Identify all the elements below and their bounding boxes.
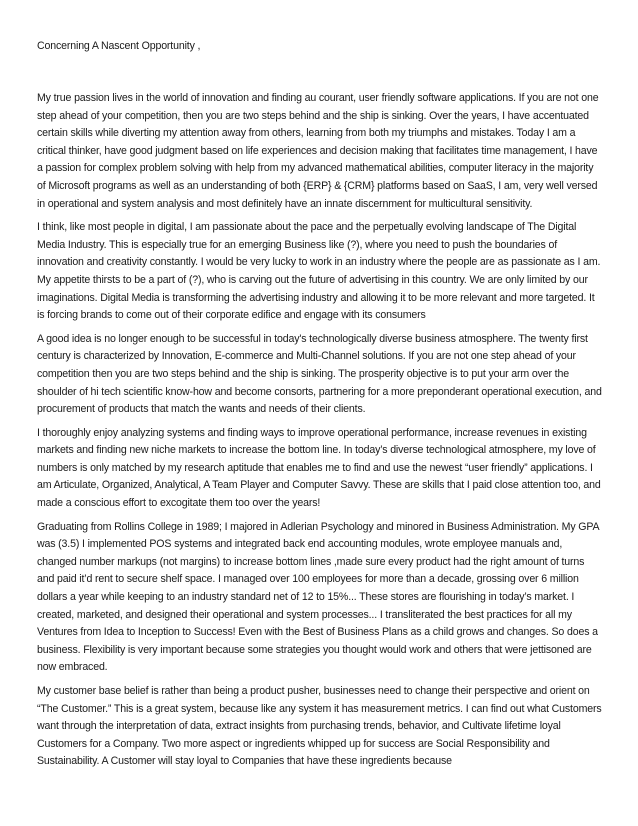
paragraph-analyzing-systems: I thoroughly enjoy analyzing systems and finding ways to improve operational performance, increase revenues in existing markets and finding new niche markets to increase the bottom line. In today’s diverse technological atmosphere, my love of numbers is only matched by my research aptitude that enables me to find and use the newest “user friendly” applications. I am Articulate, Organized, Analytical, A Team Player and Computer Savvy. These are skills that I paid close attention too, and made a conscious effort to excogitate them too over the years!: [37, 426, 601, 510]
letter-body: [37, 90, 603, 777]
letter-salutation: Concerning A Nascent Opportunity ,: [37, 40, 201, 52]
paragraph-digital-media: I think, like most people in digital, I am passionate about the pace and the perpetually evolving landscape of The Digital Media Industry. This is especially true for an emerging Business like (?), where you need to push the boundaries of innovation and creativity constantly. I would be very lucky to work in an industry where the people are as passionate as I am. My appetite thirsts to be a part of (?), who is carving out the future of advertising in this country. We are only limited by our imaginations. Digital Media is transforming the advertising industry and allowing it to be more relevant and more targeted. It is forcing brands to come out of their corporate edifice and engage with its consumers: [37, 221, 601, 322]
paragraph-passion: My true passion lives in the world of innovation and finding au courant, user friendly software applications. If you are not one step ahead of your competition, then you are two steps behind and the ship is sinking. Over the years, I have accentuated certain skills while diverting my attention away from others, learning from both my triumphs and mistakes. Today I am a critical thinker, have good judgment based on life experiences and decision making that facilitates time management, I have a passion for complex problem solving with help from my advanced mathematical abilities, computer literacy in the majority of Microsoft programs as well as an understanding of both {ERP} & {CRM} platforms based on SaaS, I am, very well versed in operational and system analysis and most definitely have an innate discernment for multicultural sensitivity.: [37, 92, 599, 210]
paragraph-education-experience: Graduating from Rollins College in 1989; I majored in Adlerian Psychology and minored in Business Administration. My GPA was (3.5) I implemented POS systems and integrated back end accounting modules, wrote employee manuals and, changed number markups (not margins) to increase bottom lines ,made sure every product had the right amount of turns and paid it’d rent to secure shelf space. I managed over 100 employees for more than a decade, grossing over 6 million dollars a year while keeping to an industry standard net of 12 to 15%... These stores are flourishing in today’s market. I created, marketed, and designed their operational and system processes... I transliterated the best practices for all my Ventures from Idea to Inception to Success! Even with the Best of Business Plans as a child grows and changes. So does a business. Flexibility is very important because some strategies you thought would work and others that were jettisoned are now embraced.: [37, 520, 599, 674]
paragraph-good-idea: A good idea is no longer enough to be successful in today's technologically diverse business atmosphere. The twenty first century is characterized by Innovation, E-commerce and Multi-Channel solutions. If you are not one step ahead of your competition then you are two steps behind and the ship is sinking. The prosperity objective is to put your arm over the shoulder of hi tech scientific know-how and become consorts, partnering for a more preponderant operational execution, and procurement of products that match the wants and needs of their clients.: [37, 332, 602, 416]
paragraph-customer-base: My customer base belief is rather than being a product pusher, businesses need to change their perspective and orient on “The Customer.” This is a great system, because like any system it has measurement metrics. I can find out what Customers want through the interpretation of data, extract insights from purchasing trends, behavior, and Cultivate lifetime loyal Customers for a Company. Two more aspect or ingredients whipped up for success are Social Responsibility and Sustainability. A Customer will stay loyal to Companies that have these ingredients because: [37, 685, 602, 768]
letter-page: [37, 0, 603, 826]
